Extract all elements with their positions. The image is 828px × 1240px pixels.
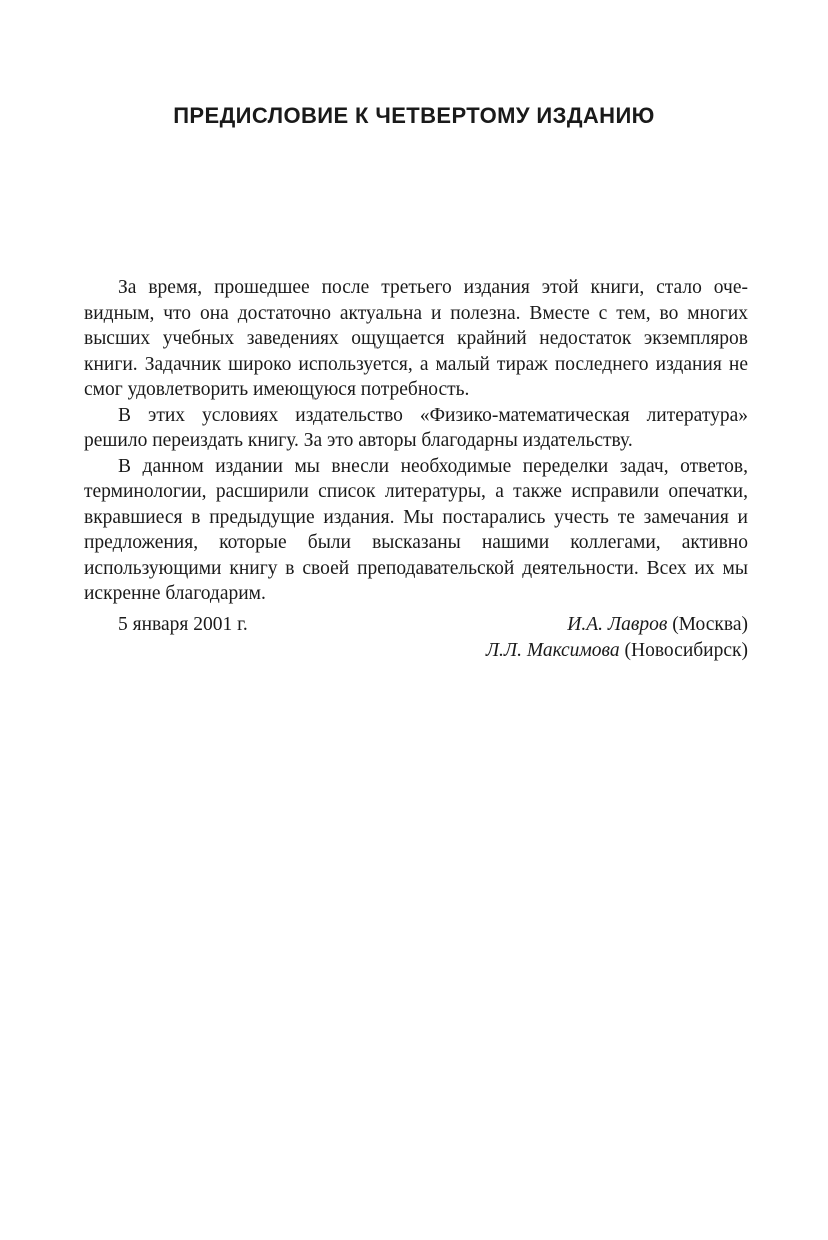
author-1-city: (Москва) [672, 614, 748, 635]
signature-block [84, 612, 748, 663]
signature-row-2 [84, 638, 748, 664]
author-2-name: Л.Л. Максимова [485, 639, 620, 661]
author-2 [486, 638, 748, 664]
paragraph-2: В этих условиях издательство «Физико-математическая литература» решило переиздать книгу. За это авторы благодарны издательству. [84, 404, 748, 451]
preface-body [84, 275, 748, 607]
paragraph-3: В данном издании мы внесли необходимые переделки задач, ответов, терминологии, расширили список литературы, а также исправили опечатки, вкравшиеся в предыдущие издания. Мы постарались учесть те замечания и предложения, которые были высказаны нашими коллегами, активно использующими книгу в своей преподавательской деятельности. Всех их мы искренне благодарим. [84, 455, 748, 604]
signature-row-1 [84, 612, 748, 638]
author-1 [567, 612, 748, 638]
date: 5 января 2001 г. [118, 614, 248, 635]
page-title: ПРЕДИСЛОВИЕ К ЧЕТВЕРТОМУ ИЗДАНИЮ [173, 103, 655, 128]
author-2-city: (Новосибирск) [624, 639, 748, 661]
paragraph-1: За время, прошедшее после третьего издания этой книги, стало очевидным, что она достаточно актуальна и полезна. Вместе с тем, во многих высших учебных заведениях ощущается крайний недостаток экземпляров книги. Задачник широко используется, а малый тираж последнего издания не смог удовлетворить имеющуюся потребность. [84, 277, 748, 400]
author-1-name: И.А. Лавров [567, 614, 668, 635]
